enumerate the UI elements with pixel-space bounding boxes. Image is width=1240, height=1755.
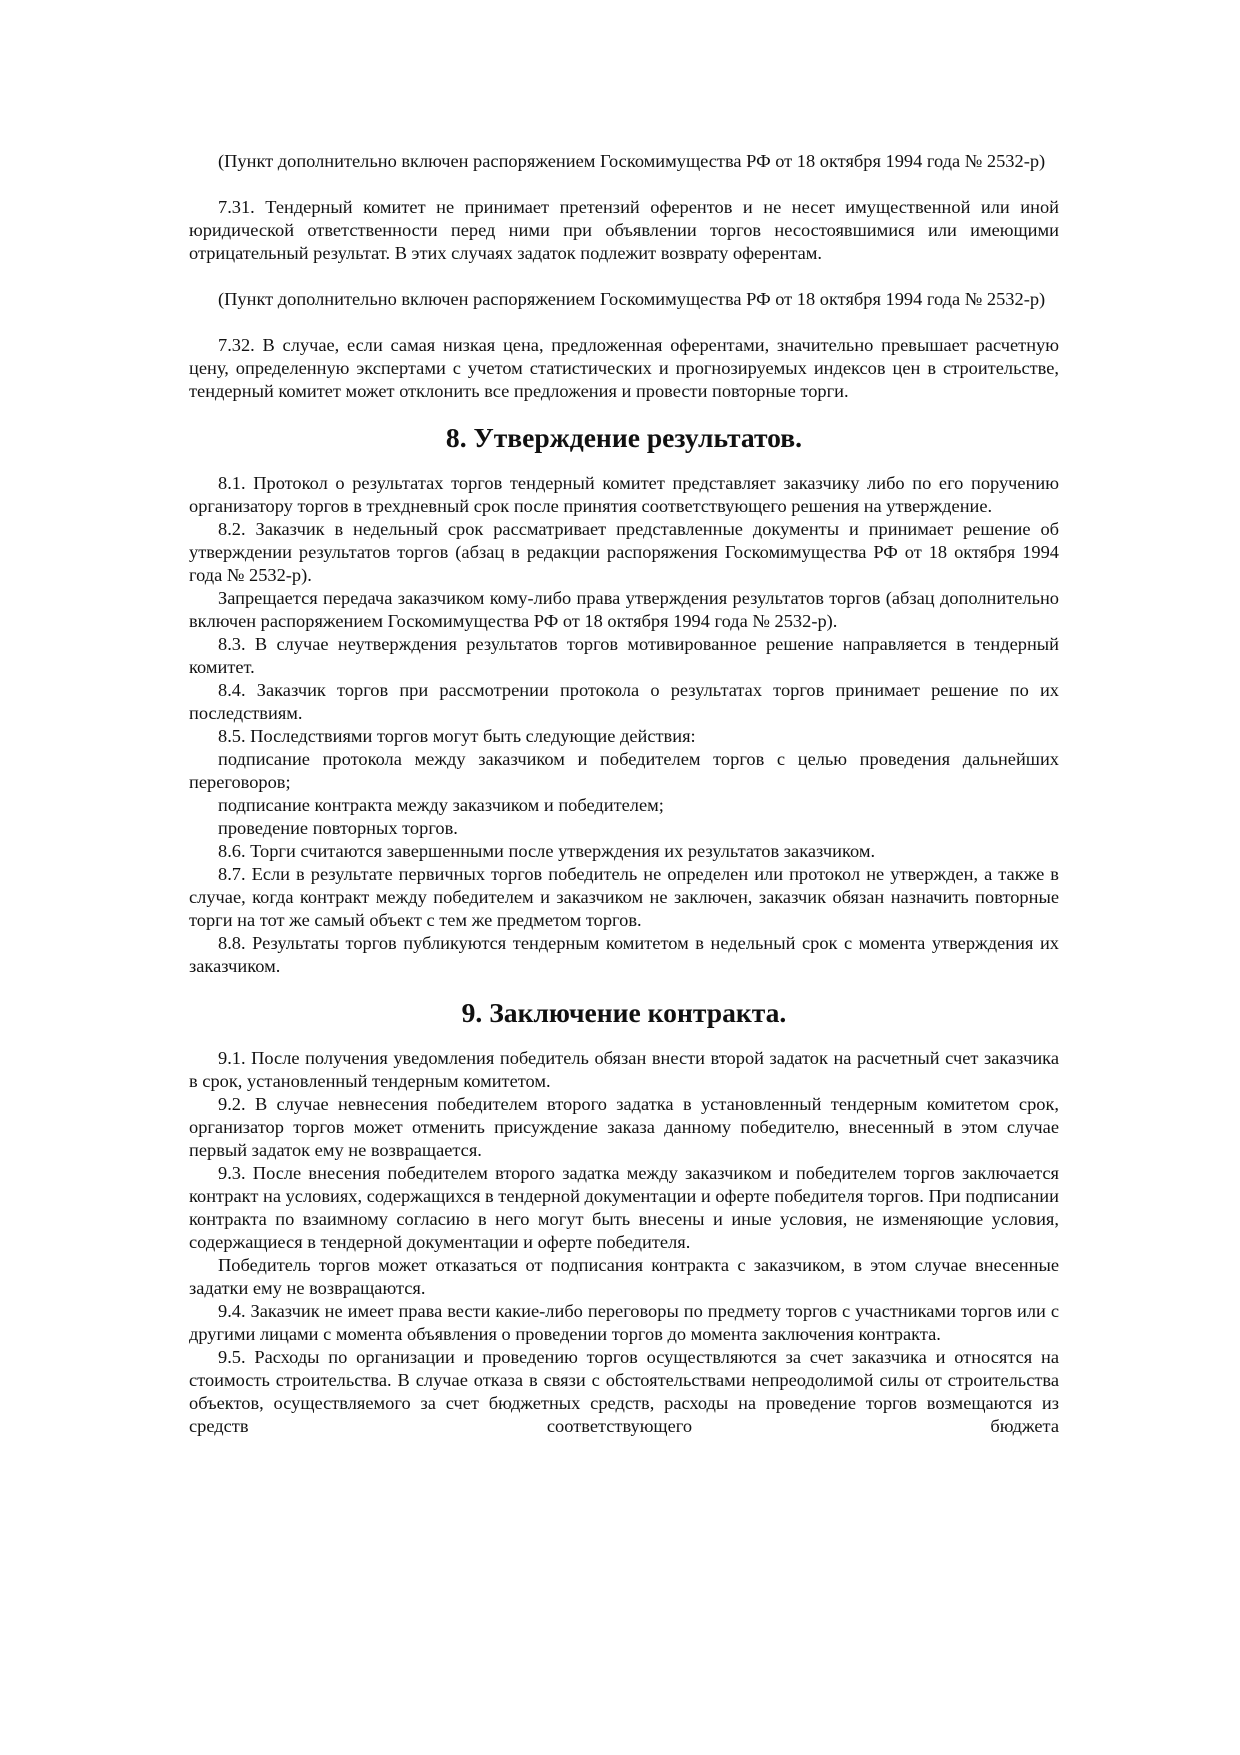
clause-8-3: 8.3. В случае неутверждения результатов торгов мотивированное решение направляется в тендерный комитет. <box>189 634 1059 677</box>
clause-9-2: 9.2. В случае невнесения победителем второго задатка в установленный тендерным комитетом срок, организатор торгов может отменить присуждение заказа данному победителю, внесенный в этом случае первый задаток ему не возвращается. <box>189 1094 1059 1160</box>
clause-7-31: 7.31. Тендерный комитет не принимает претензий оферентов и не несет имущественной или иной юридической ответственности перед ними при объявлении торгов несостоявшимися или имеющими отрицательный результат. В этих случаях задаток подлежит возврату оферентам. <box>189 197 1059 263</box>
clause-8-4: 8.4. Заказчик торгов при рассмотрении протокола о результатах торгов принимает решение по их последствиям. <box>189 680 1059 723</box>
clause-9-3: 9.3. После внесения победителем второго задатка между заказчиком и победителем торгов заключается контракт на условиях, содержащихся в тендерной документации и оферте победителя торгов. При подписании контракта по взаимному согласию в него могут быть внесены и иные условия, не изменяющие условия, содержащиеся в тендерной документации и оферте победителя. <box>189 1163 1059 1252</box>
amendment-note: (Пункт дополнительно включен распоряжением Госкомимущества РФ от 18 октября 1994 года № 2532-р) <box>218 289 1046 309</box>
clause-8-1: 8.1. Протокол о результатах торгов тендерный комитет представляет заказчику либо по его поручению организатору торгов в трехдневный срок после принятия соответствующего решения на утверждение. <box>189 473 1059 516</box>
clause-8-5-item: подписание протокола между заказчиком и победителем торгов с целью проведения дальнейших переговоров; <box>189 749 1059 792</box>
document-page <box>189 150 1059 1438</box>
clause-9-5: 9.5. Расходы по организации и проведению торгов осуществляются за счет заказчика и относятся на стоимость строительства. В случае отказа в связи с обстоятельствами непреодолимой силы от строительства объектов, осуществляемого за счет бюджетных средств, расходы на проведение торгов возмещаются из средств соответствующего бюджета <box>189 1347 1059 1436</box>
clause-9-4: 9.4. Заказчик не имеет права вести какие-либо переговоры по предмету торгов с участниками торгов или с другими лицами с момента объявления о проведении торгов до момента заключения контракта. <box>189 1301 1059 1344</box>
clause-7-32: 7.32. В случае, если самая низкая цена, предложенная оферентами, значительно превышает расчетную цену, определенную экспертами с учетом статистических и прогнозируемых индексов цен в строительстве, тендерный комитет может отклонить все предложения и провести повторные торги. <box>189 335 1059 401</box>
clause-8-5-item: проведение повторных торгов. <box>218 818 458 838</box>
amendment-note: (Пункт дополнительно включен распоряжением Госкомимущества РФ от 18 октября 1994 года № 2532-р) <box>218 151 1046 171</box>
clause-8-7: 8.7. Если в результате первичных торгов победитель не определен или протокол не утвержден, а также в случае, когда контракт между победителем и заказчиком не заключен, заказчик обязан назначить повторные торги на тот же самый объект с тем же предметом торгов. <box>189 864 1059 930</box>
clause-8-5-item: подписание контракта между заказчиком и победителем; <box>218 795 664 815</box>
clause-9-3-addendum: Победитель торгов может отказаться от подписания контракта с заказчиком, в этом случае внесенные задатки ему не возвращаются. <box>189 1255 1059 1298</box>
clause-8-5: 8.5. Последствиями торгов могут быть следующие действия: <box>218 726 696 746</box>
clause-9-1: 9.1. После получения уведомления победитель обязан внести второй задаток на расчетный счет заказчика в срок, установленный тендерным комитетом. <box>189 1048 1059 1091</box>
section-9-heading: 9. Заключение контракта. <box>461 997 787 1028</box>
clause-8-2-addendum: Запрещается передача заказчиком кому-либо права утверждения результатов торгов (абзац дополнительно включен распоряжением Госкомимущества РФ от 18 октября 1994 года № 2532-р). <box>189 588 1059 631</box>
clause-8-2: 8.2. Заказчик в недельный срок рассматривает представленные документы и принимает решение об утверждении результатов торгов (абзац в редакции распоряжения Госкомимущества РФ от 18 октября 1994 года № 2532-р). <box>189 519 1059 585</box>
section-8-heading: 8. Утверждение результатов. <box>445 422 803 453</box>
clause-8-6: 8.6. Торги считаются завершенными после утверждения их результатов заказчиком. <box>218 841 876 861</box>
clause-8-8: 8.8. Результаты торгов публикуются тендерным комитетом в недельный срок с момента утверждения их заказчиком. <box>189 933 1059 976</box>
